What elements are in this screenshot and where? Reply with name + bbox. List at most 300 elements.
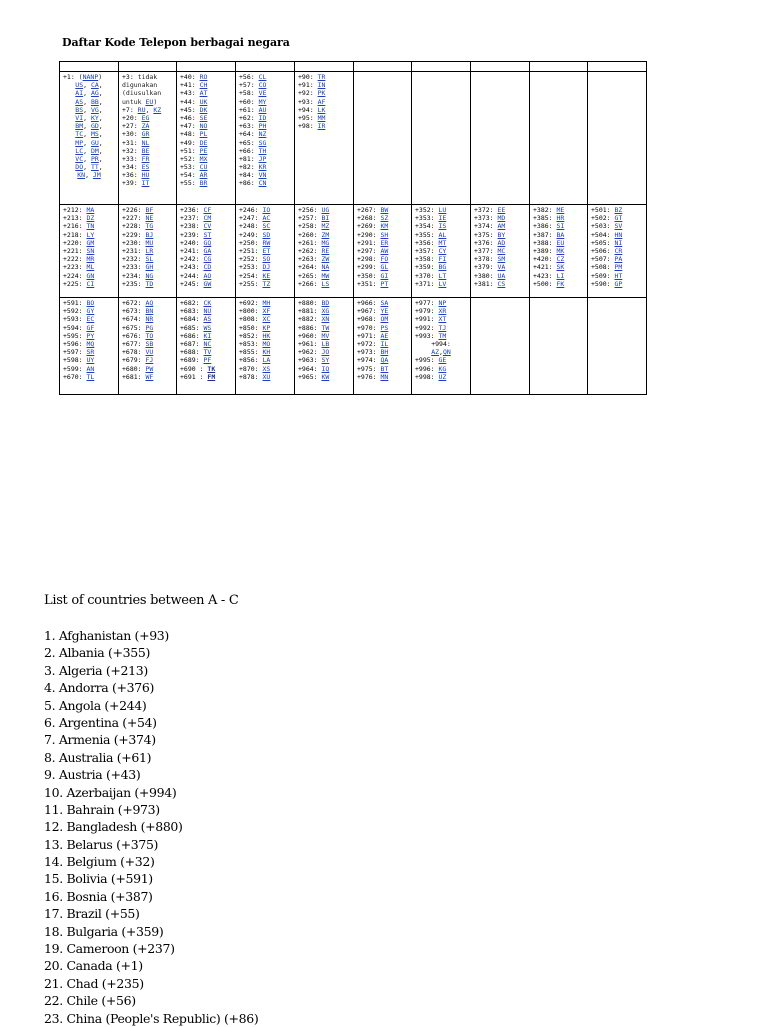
country-code-link[interactable]: VE [258, 89, 267, 98]
country-code-link[interactable]: JP [258, 154, 267, 163]
country-code-link[interactable]: VC [75, 154, 84, 163]
country-code-link[interactable]: LC [75, 146, 84, 155]
country-code-link[interactable]: XF [262, 307, 271, 316]
country-code-link[interactable]: KH [262, 348, 271, 357]
country-code-link[interactable]: NE [145, 214, 154, 223]
country-code-link[interactable]: CO [258, 81, 267, 90]
country-code-link[interactable]: AR [199, 171, 208, 180]
country-code-link[interactable]: BF [145, 206, 154, 214]
dial-code: +886: [298, 323, 322, 332]
dial-code: +993: [415, 331, 439, 340]
country-code-link[interactable]: GN [86, 271, 95, 280]
dial-code: +687: [180, 339, 204, 348]
country-code-link[interactable]: LY [86, 230, 95, 239]
country-code-link[interactable]: TK [207, 364, 216, 373]
dial-code: , [98, 122, 103, 131]
country-code-link[interactable]: NI [614, 238, 623, 247]
country-code-link[interactable]: PT [380, 279, 389, 288]
country-code-link[interactable]: KP [262, 323, 271, 332]
country-code-link[interactable]: XC [262, 315, 271, 324]
country-code-link[interactable]: KY [90, 113, 99, 122]
code-entry [357, 214, 408, 222]
country-code-link[interactable]: BN [145, 307, 154, 316]
country-code-link[interactable]: DK [199, 105, 208, 114]
dial-code: +590: [591, 279, 615, 288]
dial-code: +228: [122, 222, 146, 231]
country-code-link[interactable]: DE [199, 138, 208, 147]
country-code-link[interactable]: GP [614, 279, 623, 288]
country-code-link[interactable]: ST [203, 230, 212, 239]
country-code-link[interactable]: RO [199, 73, 208, 81]
country-code-link[interactable]: PM [614, 263, 623, 272]
country-code-link[interactable]: SE [199, 113, 208, 122]
dial-code: +269: [357, 222, 381, 231]
country-code-link[interactable]: OM [380, 315, 389, 324]
country-code-link[interactable]: MO [262, 339, 271, 348]
code-entry [415, 340, 467, 348]
country-code-link[interactable]: GM [86, 238, 95, 247]
dial-code: , [98, 89, 103, 98]
country-code-link[interactable]: TN [86, 222, 95, 231]
country-code-link[interactable]: IO [262, 206, 271, 214]
dial-code: +262: [298, 246, 322, 255]
dial-code: , [83, 146, 91, 155]
country-code-link[interactable]: SK [556, 263, 565, 272]
code-entry [533, 280, 584, 288]
country-code-link[interactable]: SG [258, 138, 267, 147]
dial-code: +881: [298, 307, 322, 316]
country-code-link[interactable]: BS [75, 105, 84, 114]
country-code-link[interactable]: LB [321, 339, 330, 348]
country-code-link[interactable]: AD [497, 238, 506, 247]
country-code-link[interactable]: AU [258, 105, 267, 114]
country-code-link[interactable]: US [75, 81, 84, 90]
country-code-link[interactable]: KM [380, 222, 389, 231]
country-code-link[interactable]: NP [438, 299, 447, 307]
country-code-link[interactable]: AE [380, 331, 389, 340]
country-code-link[interactable]: LT [438, 271, 447, 280]
country-code-link[interactable]: BT [380, 364, 389, 373]
country-code-link[interactable]: EE [497, 206, 506, 214]
country-code-link[interactable]: SD [262, 230, 271, 239]
country-code-link[interactable]: UA [497, 271, 506, 280]
country-code-link[interactable]: MK [556, 246, 565, 255]
country-code-link[interactable]: BY [497, 230, 506, 239]
country-code-link[interactable]: EG [141, 113, 150, 122]
country-code-link[interactable]: ES [141, 163, 150, 172]
country-code-link[interactable]: PR [90, 154, 99, 163]
country-code-link[interactable]: SV [614, 222, 623, 231]
country-code-link[interactable]: SC [262, 222, 271, 231]
dial-code: +350: [357, 271, 381, 280]
country-code-link[interactable]: CM [203, 214, 212, 223]
country-code-link[interactable]: GE [438, 356, 447, 365]
country-code-link[interactable]: MV [321, 331, 330, 340]
country-code-link[interactable]: FJ [145, 356, 154, 365]
country-code-link[interactable]: IS [438, 222, 447, 231]
country-code-link[interactable]: NZ [258, 130, 267, 139]
country-code-link[interactable]: CZ [556, 255, 565, 264]
country-code-link[interactable]: TJ [438, 323, 447, 332]
country-code-link[interactable]: BW [380, 206, 389, 214]
country-code-link[interactable]: RW [262, 238, 271, 247]
code-entry [415, 356, 467, 364]
country-code-link[interactable]: ER [380, 238, 389, 247]
country-code-link[interactable]: TO [145, 331, 154, 340]
country-code-link[interactable]: TV [203, 348, 212, 357]
country-code-link[interactable]: LS [321, 279, 330, 288]
country-code-link[interactable]: IL [380, 339, 389, 348]
country-code-link[interactable]: KG [438, 364, 447, 373]
dial-code: +234: [122, 271, 146, 280]
country-code-link[interactable]: NR [145, 315, 154, 324]
country-code-link[interactable]: NA [321, 263, 330, 272]
country-code-link[interactable]: PE [199, 146, 208, 155]
country-code-link[interactable]: GI [380, 271, 389, 280]
country-code-link[interactable]: NU [203, 307, 212, 316]
code-entry [533, 272, 584, 280]
country-code-link[interactable]: MT [438, 238, 447, 247]
dial-code: +688: [180, 348, 204, 357]
country-code-link[interactable]: LU [438, 206, 447, 214]
country-code-link[interactable]: PA [614, 255, 623, 264]
table-cell [354, 72, 412, 205]
code-entry [415, 332, 467, 340]
list-item: 8. Australia (+61) [44, 749, 152, 765]
country-code-link[interactable]: MN [380, 372, 389, 381]
country-code-link[interactable]: AS [203, 315, 212, 324]
country-code-link[interactable]: PW [145, 364, 154, 373]
country-code-link[interactable]: ZW [321, 255, 330, 264]
country-code-link[interactable]: NANP [82, 73, 99, 81]
country-code-link[interactable]: AT [199, 89, 208, 98]
country-code-link[interactable]: AS [75, 97, 84, 106]
country-code-link[interactable]: RE [321, 246, 330, 255]
country-code-link[interactable]: SO [262, 255, 271, 264]
country-code-link[interactable]: NL [141, 138, 150, 147]
country-code-link[interactable]: MS [90, 130, 99, 139]
country-code-link[interactable]: PK [317, 89, 326, 98]
dial-code: , [98, 113, 103, 122]
country-code-link[interactable]: BD [321, 299, 330, 307]
country-code-link[interactable]: GQ [203, 238, 212, 247]
country-code-link[interactable]: DZ [86, 214, 95, 223]
country-code-link[interactable]: BB [90, 97, 99, 106]
country-code-link[interactable]: ET [262, 246, 271, 255]
country-code-link[interactable]: CU [199, 163, 208, 172]
country-code-link[interactable]: MG [321, 238, 330, 247]
country-code-link[interactable]: BZ [614, 206, 623, 214]
country-code-link[interactable]: LI [556, 271, 565, 280]
dial-code: tidak [137, 73, 158, 81]
country-code-link[interactable]: PF [203, 356, 212, 365]
country-code-link[interactable]: JO [321, 348, 330, 357]
country-code-link[interactable]: MU [145, 238, 154, 247]
country-code-link[interactable]: AC [262, 214, 271, 223]
country-code-link[interactable]: KN [77, 171, 86, 180]
country-code-link[interactable]: NC [203, 339, 212, 348]
country-code-link[interactable]: CA [90, 81, 99, 90]
country-code-link[interactable]: GT [614, 214, 623, 223]
country-code-link[interactable]: TG [145, 222, 154, 231]
country-code-link[interactable]: SL [145, 255, 154, 264]
country-code-link[interactable]: BG [438, 263, 447, 272]
country-code-link[interactable]: SB [145, 339, 154, 348]
country-code-link[interactable]: FR [141, 154, 150, 163]
country-code-link[interactable]: GL [380, 263, 389, 272]
country-code-link[interactable]: BJ [145, 230, 154, 239]
country-code-link[interactable]: TT [90, 163, 99, 172]
country-code-link[interactable]: GR [141, 130, 150, 139]
country-code-link[interactable]: GU [90, 138, 99, 147]
country-code-link[interactable]: BA [556, 230, 565, 239]
dial-code: +370: [415, 271, 439, 280]
country-code-link[interactable]: HN [614, 230, 623, 239]
country-code-link[interactable]: MW [321, 271, 330, 280]
country-code-link[interactable]: CF [203, 206, 212, 214]
country-code-link[interactable]: BH [380, 348, 389, 357]
country-code-link[interactable]: CH [199, 81, 208, 90]
country-code-link[interactable]: SH [380, 230, 389, 239]
country-code-link[interactable]: SI [556, 222, 565, 231]
dial-code: +257: [298, 214, 322, 223]
country-code-link[interactable]: GD [90, 122, 99, 131]
country-code-link[interactable]: CL [258, 73, 267, 81]
country-code-link[interactable]: MQ [86, 339, 95, 348]
code-entry [180, 255, 232, 263]
country-code-link[interactable]: EU [145, 97, 154, 106]
country-code-link[interactable]: MP [75, 138, 84, 147]
dial-code: +61: [239, 105, 259, 114]
country-code-link[interactable]: BO [86, 299, 95, 307]
country-code-link[interactable]: BR [199, 179, 208, 188]
list-item: 18. Bulgaria (+359) [44, 923, 164, 939]
country-code-link[interactable]: KR [258, 163, 267, 172]
country-code-link[interactable]: TR [317, 73, 326, 81]
country-code-link[interactable]: AQ [145, 299, 154, 307]
dial-code: +233: [122, 263, 146, 272]
country-code-link[interactable]: FI [438, 255, 447, 264]
code-entry [298, 247, 350, 255]
country-code-link[interactable]: KZ [153, 105, 162, 114]
code-entry [298, 255, 350, 263]
country-code-link[interactable]: DO [75, 163, 84, 172]
country-code-link[interactable]: MX [199, 154, 208, 163]
country-code-link[interactable]: AF [317, 97, 326, 106]
dial-code: +598: [63, 356, 87, 365]
country-code-link[interactable]: GF [86, 323, 95, 332]
country-code-link[interactable]: CS [497, 279, 506, 288]
dial-code: +48: [180, 130, 200, 139]
dial-code: +381: [474, 279, 498, 288]
country-code-link[interactable]: CV [203, 222, 212, 231]
dial-code: +855: [239, 348, 263, 357]
country-code-link[interactable]: FK [556, 279, 565, 288]
country-code-link[interactable]: NO [199, 122, 208, 131]
list-item: 14. Belgium (+32) [44, 854, 155, 870]
country-code-link[interactable]: MZ [321, 222, 330, 231]
code-entry [474, 263, 526, 271]
country-code-link[interactable]: FM [207, 372, 216, 381]
country-code-link[interactable]: ZM [321, 230, 330, 239]
country-code-link[interactable]: SR [86, 348, 95, 357]
code-entry [415, 373, 467, 381]
country-code-link[interactable]: MA [86, 206, 95, 214]
country-code-link[interactable]: XR [438, 307, 447, 316]
country-code-link[interactable]: VN [258, 171, 267, 180]
country-code-link[interactable]: TZ [262, 279, 271, 288]
country-code-link[interactable]: MD [497, 214, 506, 223]
country-code-link[interactable]: XG [321, 307, 330, 316]
dial-code: +353: [415, 214, 439, 223]
country-code-link[interactable]: KI [203, 331, 212, 340]
code-entry [533, 214, 584, 222]
country-code-link[interactable]: IT [141, 179, 150, 188]
country-code-link[interactable]: KE [262, 271, 271, 280]
country-code-link[interactable]: VG [90, 105, 99, 114]
country-code-link[interactable]: LV [438, 279, 447, 288]
country-code-link[interactable]: UK [199, 97, 208, 106]
country-code-link[interactable]: VA [497, 263, 506, 272]
country-code-link[interactable]: GY [86, 307, 95, 316]
dial-code: , [83, 113, 91, 122]
country-code-link[interactable]: MR [86, 255, 95, 264]
country-code-link[interactable]: YE [380, 307, 389, 316]
country-code-link[interactable]: SZ [380, 214, 389, 223]
country-code-link[interactable]: QN [442, 348, 451, 357]
country-code-link[interactable]: DJ [262, 263, 271, 272]
country-code-link[interactable]: UY [86, 356, 95, 365]
country-code-link[interactable]: EC [86, 315, 95, 324]
dial-code: +971: [357, 331, 381, 340]
country-code-link[interactable]: TL [86, 372, 95, 381]
country-code-link[interactable]: CK [203, 299, 212, 307]
country-code-link[interactable]: RU [137, 105, 146, 114]
country-code-link[interactable]: XN [321, 315, 330, 324]
country-code-link[interactable]: AW [380, 246, 389, 255]
country-code-link[interactable]: WF [145, 372, 154, 381]
country-code-link[interactable]: XU [262, 372, 271, 381]
country-code-link[interactable]: IQ [321, 364, 330, 373]
country-code-link[interactable]: UG [321, 206, 330, 214]
country-code-link[interactable]: MM [317, 113, 326, 122]
dial-code: +856: [239, 356, 263, 365]
code-entry [180, 263, 232, 271]
country-code-link[interactable]: HT [614, 271, 623, 280]
country-code-link[interactable]: XT [438, 315, 447, 324]
country-code-link[interactable]: ID [258, 113, 267, 122]
code-entry [474, 247, 526, 255]
country-code-link[interactable]: AO [203, 271, 212, 280]
country-code-link[interactable]: WS [203, 323, 212, 332]
dial-code: +595: [63, 331, 87, 340]
country-code-link[interactable]: AG [90, 89, 99, 98]
country-code-link[interactable]: PY [86, 331, 95, 340]
country-code-link[interactable]: CR [614, 246, 623, 255]
country-code-link[interactable]: CD [203, 263, 212, 272]
country-code-link[interactable]: CN [258, 179, 267, 188]
country-code-link[interactable]: SM [497, 255, 506, 264]
list-item: 9. Austria (+43) [44, 767, 141, 783]
country-code-link[interactable]: TD [145, 279, 154, 288]
country-code-link[interactable]: LA [262, 356, 271, 365]
country-code-link[interactable]: NG [145, 271, 154, 280]
table-header-cell [530, 62, 588, 72]
country-code-link[interactable]: GW [203, 279, 212, 288]
country-code-link[interactable]: BE [141, 146, 150, 155]
code-entry [239, 315, 291, 323]
country-code-link[interactable]: ME [556, 206, 565, 214]
country-code-link[interactable]: AM [497, 222, 506, 231]
country-code-link[interactable]: LR [145, 246, 154, 255]
country-code-link[interactable]: SY [321, 356, 330, 365]
country-code-link[interactable]: SN [86, 246, 95, 255]
country-code-link[interactable]: TW [321, 323, 330, 332]
list-item: 21. Chad (+235) [44, 975, 144, 991]
country-code-link[interactable]: KW [321, 372, 330, 381]
country-code-link[interactable]: LK [317, 105, 326, 114]
country-code-link[interactable]: SA [380, 299, 389, 307]
country-code-link[interactable]: IE [438, 214, 447, 223]
country-code-link[interactable]: IR [317, 122, 326, 131]
code-entry [122, 206, 173, 214]
country-code-link[interactable]: UZ [438, 372, 447, 381]
country-code-link[interactable]: MH [262, 299, 271, 307]
country-code-link[interactable]: CY [438, 246, 447, 255]
country-code-link[interactable]: IN [317, 81, 326, 90]
country-code-link[interactable]: AI [75, 89, 84, 98]
country-code-link[interactable]: JM [92, 171, 101, 180]
table-cell [295, 298, 354, 395]
country-code-link[interactable]: HU [141, 171, 150, 180]
country-code-link[interactable]: CG [203, 255, 212, 264]
country-code-link[interactable]: BI [321, 214, 330, 223]
country-code-link[interactable]: HK [262, 331, 271, 340]
country-code-link[interactable]: TM [438, 331, 447, 340]
country-code-link[interactable]: XS [262, 364, 271, 373]
code-entry [239, 324, 291, 332]
code-entry [63, 214, 115, 222]
country-code-link[interactable]: DM [90, 146, 99, 155]
country-code-link[interactable]: GH [145, 263, 154, 272]
country-code-link[interactable]: VI [75, 113, 84, 122]
country-code-link[interactable]: QA [380, 356, 389, 365]
country-code-link[interactable]: ZA [141, 122, 150, 131]
country-code-link[interactable]: PS [380, 323, 389, 332]
country-code-link[interactable]: AZ [431, 348, 440, 357]
country-code-link[interactable]: TC [75, 130, 84, 139]
country-code-link[interactable]: AN [86, 364, 95, 373]
country-code-link[interactable]: HR [556, 214, 565, 223]
country-code-link[interactable]: MY [258, 97, 267, 106]
country-code-link[interactable]: AL [438, 230, 447, 239]
country-code-link[interactable]: PH [258, 122, 267, 131]
country-code-link[interactable]: FO [380, 255, 389, 264]
country-code-link[interactable]: MC [497, 246, 506, 255]
country-code-link[interactable]: TH [258, 146, 267, 155]
country-code-link[interactable]: PG [145, 323, 154, 332]
country-code-link[interactable]: CI [86, 279, 95, 288]
country-code-link[interactable]: PL [199, 130, 208, 139]
code-entry [298, 206, 350, 214]
dial-code: +268: [357, 214, 381, 223]
country-code-link[interactable]: BM [75, 122, 84, 131]
country-code-link[interactable]: VU [145, 348, 154, 357]
country-code-link[interactable]: EU [556, 238, 565, 247]
country-code-link[interactable]: ML [86, 263, 95, 272]
code-entry [591, 214, 643, 222]
country-code-link[interactable]: GA [203, 246, 212, 255]
